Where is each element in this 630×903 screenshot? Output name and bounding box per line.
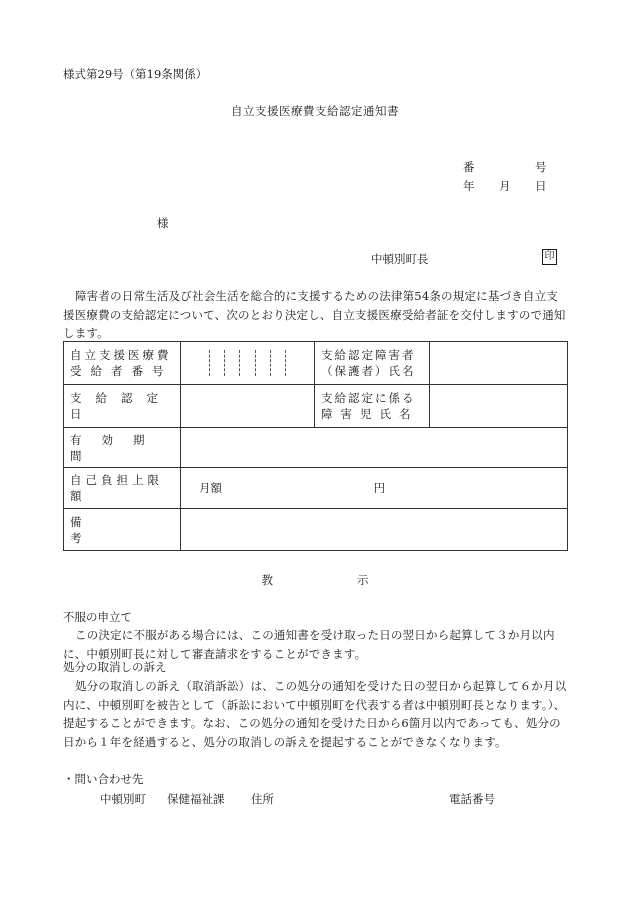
contact-department: 保健福祉課 — [167, 792, 225, 806]
yen-label: 円 — [373, 481, 386, 495]
appeal-heading: 不服の申立て — [63, 610, 132, 624]
recipient-number-label-line2: 受給者番号 — [70, 364, 173, 378]
month-label: 月 — [499, 179, 511, 193]
revocation-heading: 処分の取消しの訴え — [63, 660, 167, 674]
patient-name-label-line1: 支給認定障害者 — [321, 348, 416, 362]
appeal-body: この決定に不服がある場合には、この通知書を受け取った日の翌日から起算して３か月以内に、中頓別町長に対して審査請求をすることができます。 — [63, 628, 555, 661]
number-label: 番 — [463, 160, 475, 174]
validity-period-label-text: 有効期間 — [70, 432, 165, 463]
patient-name-label-line2: （保護者）氏名 — [321, 364, 416, 378]
contact-heading: ・問い合わせ先 — [63, 772, 144, 786]
copay-limit-field[interactable] — [181, 468, 568, 509]
document-title: 自立支援医療費支給認定通知書 — [231, 104, 399, 118]
child-name-label — [315, 385, 430, 428]
form-number: 様式第29号（第19条関係） — [63, 67, 208, 81]
remarks-label — [64, 509, 181, 551]
child-name-label-line1: 支給認定に係る — [321, 391, 416, 405]
patient-name-label — [315, 342, 430, 385]
intro-paragraph: 障害者の日常生活及び社会生活を総合的に支援するための法律第54条の規定に基づき自立支援医療費の支給認定について、次のとおり決定し、自立支援医療受給者証を交付しますので通知します。 — [63, 289, 566, 340]
recipient-number-field[interactable] — [181, 342, 315, 385]
certification-date-label-text: 支給認定日 — [70, 391, 172, 421]
recipient-number-digit-boxes — [195, 344, 300, 382]
certification-table — [63, 341, 568, 551]
contact-town: 中頓別町 — [100, 792, 146, 806]
contact-phone-label: 電話番号 — [449, 792, 495, 806]
validity-period-field[interactable] — [181, 428, 568, 468]
number-suffix: 号 — [535, 160, 547, 174]
remarks-field[interactable] — [181, 509, 568, 551]
copay-limit-label-text: 自己負担上限額 — [70, 473, 163, 503]
recipient-number-label — [64, 342, 181, 385]
child-name-label-line2: 障害児氏名 — [321, 407, 419, 421]
child-name-field[interactable] — [430, 385, 568, 428]
certification-date-field[interactable] — [181, 385, 315, 428]
day-label: 日 — [535, 179, 547, 193]
year-label: 年 — [463, 179, 475, 193]
monthly-label: 月額 — [199, 481, 222, 495]
revocation-body: 処分の取消しの訴え（取消訴訟）は、この処分の通知を受けた日の翌日から起算して６か月以内に、中頓別町を被告として（訴訟において中頓別町を代表する者は中頓別町長となります。）、提起することができます。なお、この処分の通知を受けた日から6箇月以内であっても、処分の日から１年を経過すると、処分の取消しの訴えを提起することができなくなります。 — [63, 679, 567, 749]
validity-period-label — [64, 428, 181, 468]
instruction-heading — [0, 572, 630, 588]
instruction-heading-text: 教示 — [261, 573, 453, 587]
issuer-name: 中頓別町長 — [371, 252, 429, 266]
remarks-label-text: 備考 — [70, 514, 154, 545]
certification-date-label — [64, 385, 181, 428]
patient-name-field[interactable] — [430, 342, 568, 385]
copay-limit-label — [64, 468, 181, 509]
seal-mark: 印 — [542, 249, 557, 265]
addressee-honorific: 様 — [157, 216, 169, 230]
recipient-number-label-line1: 自立支援医療費 — [70, 348, 172, 362]
contact-address-label: 住所 — [251, 792, 274, 806]
